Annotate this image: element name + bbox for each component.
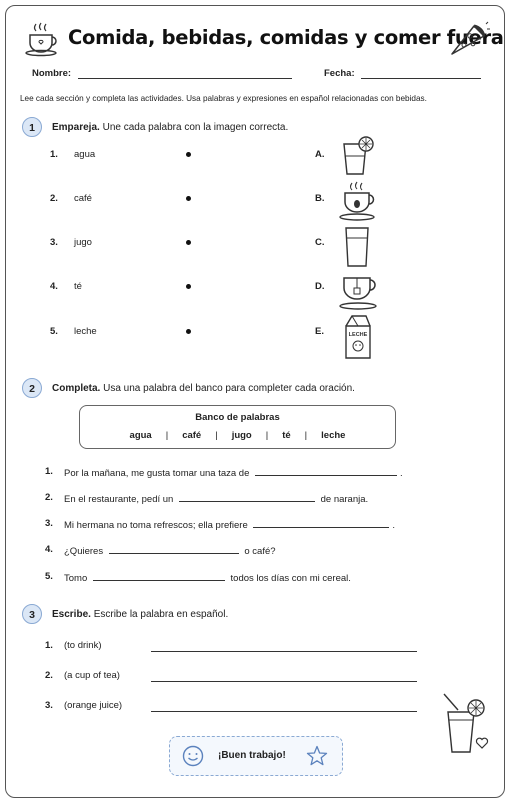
write-number: 1. bbox=[45, 640, 53, 651]
name-label: Nombre: bbox=[32, 68, 72, 79]
match-letter: C. bbox=[315, 237, 325, 248]
sentence-number: 2. bbox=[45, 492, 53, 503]
match-dot[interactable] bbox=[186, 240, 191, 245]
date-field[interactable] bbox=[324, 68, 481, 79]
sentence-end: o café? bbox=[244, 546, 276, 557]
sentence-end: . bbox=[400, 468, 403, 479]
bank-word: café bbox=[182, 430, 202, 441]
tea-cup-icon bbox=[338, 270, 384, 312]
match-number: 4. bbox=[50, 281, 58, 292]
coffee-cup-icon bbox=[338, 181, 382, 223]
sentence-blank[interactable] bbox=[253, 518, 389, 528]
word-bank-title: Banco de palabras bbox=[195, 412, 280, 423]
match-number: 2. bbox=[50, 193, 58, 204]
write-hint: (a cup of tea) bbox=[64, 670, 120, 681]
sentence-end: . bbox=[392, 520, 396, 531]
juice-glass-icon bbox=[436, 690, 496, 760]
bank-separator: | bbox=[265, 430, 269, 441]
section-1-title-rest: Une cada palabra con la imagen correcta. bbox=[102, 122, 289, 133]
bank-word: leche bbox=[321, 430, 346, 441]
sentence-blank[interactable] bbox=[109, 544, 239, 554]
match-number: 3. bbox=[50, 237, 58, 248]
smiley-face-icon bbox=[182, 745, 204, 767]
section-1-title-bold: Empareja. bbox=[52, 122, 100, 133]
date-label: Fecha: bbox=[324, 68, 355, 79]
section-3-title bbox=[52, 609, 228, 620]
match-dot[interactable] bbox=[186, 152, 191, 157]
section-2-title-bold: Completa. bbox=[52, 383, 101, 394]
sentence bbox=[64, 492, 368, 505]
bank-separator: | bbox=[165, 430, 169, 441]
sentence-start: En el restaurante, pedí un bbox=[64, 494, 174, 505]
section-3-title-bold: Escribe. bbox=[52, 609, 91, 620]
sentence bbox=[64, 518, 395, 531]
write-number: 3. bbox=[45, 700, 53, 711]
sentence bbox=[64, 571, 351, 584]
pizza-slice-icon bbox=[446, 20, 490, 60]
bank-word: jugo bbox=[231, 430, 252, 441]
sentence-start: Tomo bbox=[64, 573, 88, 584]
match-dot[interactable] bbox=[186, 329, 191, 334]
sentence-start: Por la mañana, me gusta tomar una taza de bbox=[64, 468, 250, 479]
match-word: jugo bbox=[74, 237, 92, 248]
sentence-blank[interactable] bbox=[93, 571, 225, 581]
sentence-blank[interactable] bbox=[179, 492, 315, 502]
sentence-start: Mi hermana no toma refrescos; ella prefiere bbox=[64, 520, 248, 531]
bank-word: agua bbox=[129, 430, 152, 441]
name-field[interactable] bbox=[32, 68, 292, 79]
sentence-number: 3. bbox=[45, 518, 53, 529]
good-job-banner bbox=[169, 736, 343, 776]
write-number: 2. bbox=[45, 670, 53, 681]
section-2-number: 2 bbox=[22, 378, 42, 398]
write-hint: (to drink) bbox=[64, 640, 102, 651]
section-2-title bbox=[52, 383, 355, 394]
sentence-number: 4. bbox=[45, 544, 53, 555]
match-dot[interactable] bbox=[186, 196, 191, 201]
sentence bbox=[64, 544, 276, 557]
write-answer-line[interactable] bbox=[151, 711, 417, 712]
sentence-number: 5. bbox=[45, 571, 53, 582]
write-answer-line[interactable] bbox=[151, 651, 417, 652]
bank-separator: | bbox=[215, 430, 218, 441]
name-line[interactable] bbox=[78, 78, 292, 79]
match-letter: A. bbox=[315, 149, 325, 160]
section-2-title-rest: Usa una palabra del banco para completer cada oración. bbox=[103, 383, 355, 394]
empty-glass-icon bbox=[338, 226, 378, 268]
glass-with-orange-icon bbox=[338, 134, 378, 176]
coffee-cup-icon bbox=[22, 20, 62, 60]
sentence-blank[interactable] bbox=[255, 466, 397, 476]
match-letter: B. bbox=[315, 193, 325, 204]
match-word: té bbox=[74, 281, 82, 292]
section-3-title-rest: Escribe la palabra en español. bbox=[93, 609, 229, 620]
star-icon bbox=[306, 745, 328, 767]
good-job-text: ¡Buen trabajo! bbox=[218, 750, 286, 761]
worksheet-page bbox=[5, 5, 505, 798]
instructions: Lee cada sección y completa las actividades. Usa palabras y expresiones en español relacionadas con bebidas. bbox=[20, 94, 427, 103]
date-line[interactable] bbox=[361, 78, 481, 79]
section-3-number: 3 bbox=[22, 604, 42, 624]
match-number: 5. bbox=[50, 326, 58, 337]
milk-carton-label: LECHE bbox=[348, 332, 368, 338]
write-hint: (orange juice) bbox=[64, 700, 123, 711]
section-1-number: 1 bbox=[22, 117, 42, 137]
match-letter: E. bbox=[315, 326, 324, 337]
match-word: café bbox=[74, 193, 92, 204]
sentence-number: 1. bbox=[45, 466, 53, 477]
sentence-end: de naranja. bbox=[320, 494, 369, 505]
match-word: leche bbox=[74, 326, 97, 337]
match-number: 1. bbox=[50, 149, 58, 160]
milk-carton-icon bbox=[338, 314, 378, 360]
match-dot[interactable] bbox=[186, 284, 191, 289]
match-letter: D. bbox=[315, 281, 325, 292]
sentence bbox=[64, 466, 403, 479]
bank-word: té bbox=[282, 430, 291, 441]
section-1-title bbox=[52, 122, 288, 133]
bank-separator: | bbox=[304, 430, 308, 441]
word-bank bbox=[79, 405, 396, 449]
write-answer-line[interactable] bbox=[151, 681, 417, 682]
sentence-end: todos los días con mi cereal. bbox=[230, 573, 351, 584]
match-word: agua bbox=[74, 149, 96, 160]
word-bank-words bbox=[80, 430, 395, 441]
page-title: Comida, bebidas, comidas y comer fuera bbox=[68, 26, 504, 49]
sentence-start: ¿Quieres bbox=[64, 546, 104, 557]
